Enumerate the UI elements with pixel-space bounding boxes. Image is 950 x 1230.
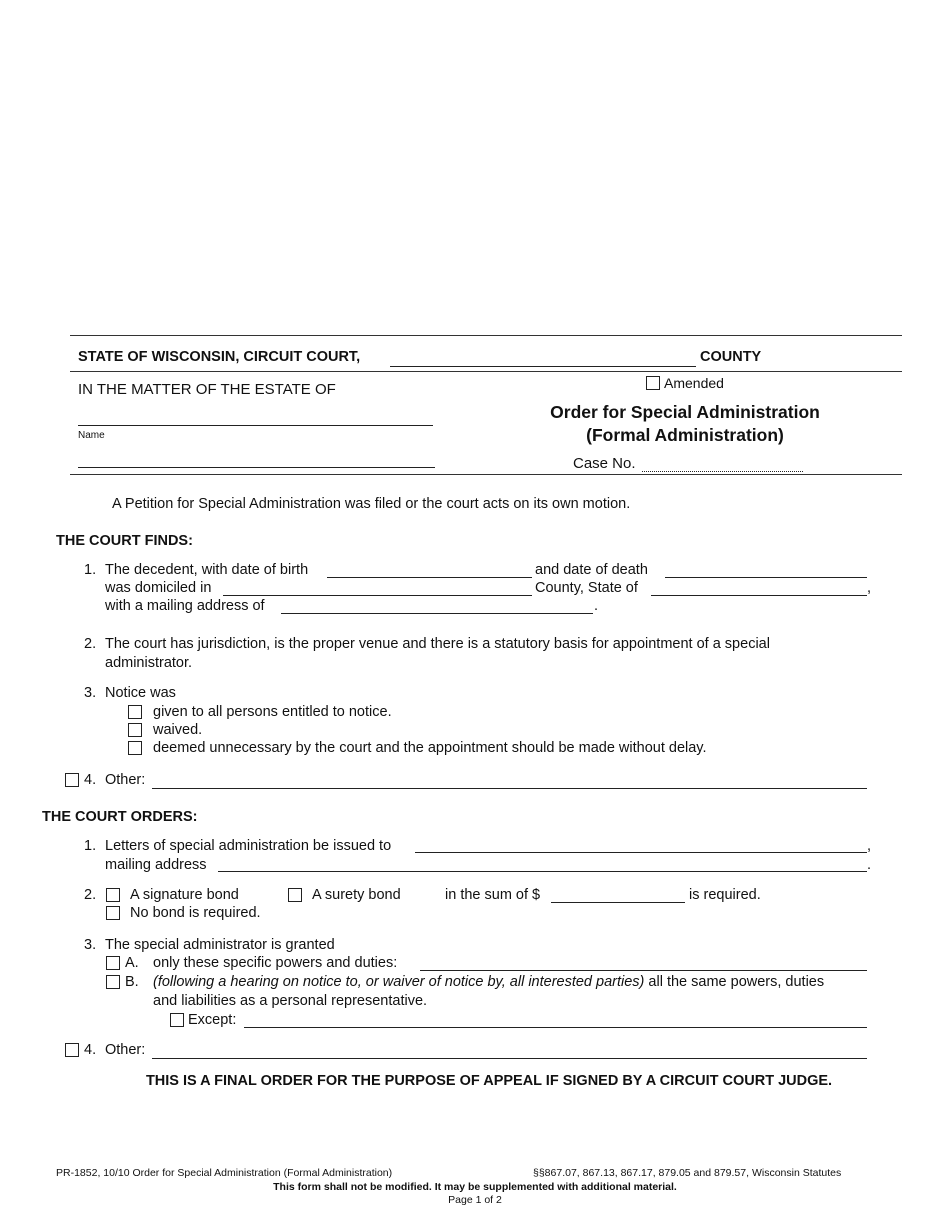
notice-waived-checkbox[interactable] <box>128 723 142 737</box>
domicile-state-field[interactable] <box>651 595 867 596</box>
administrator-name-field[interactable] <box>415 852 867 853</box>
letters-label: Letters of special administration be issued to <box>105 838 392 854</box>
domicile-county-field[interactable] <box>223 595 532 596</box>
specific-powers-checkbox[interactable] <box>106 956 120 970</box>
order-title-line1: Order for Special Administration <box>550 402 820 422</box>
jurisdiction-text-line1: The court has jurisdiction, is the proper venue and there is a statutory basis for appointment of a special <box>105 636 770 652</box>
finds-3-number: 3. <box>84 685 97 701</box>
surety-bond-checkbox[interactable] <box>288 888 302 902</box>
all-powers-rest: all the same powers, duties <box>644 974 825 990</box>
jurisdiction-text-line2: administrator. <box>105 655 193 671</box>
finds-other-field[interactable] <box>152 788 867 789</box>
no-bond-label: No bond is required. <box>130 905 261 921</box>
court-finds-heading: THE COURT FINDS: <box>56 533 193 549</box>
signature-bond-checkbox[interactable] <box>106 888 120 902</box>
amended-checkbox[interactable] <box>646 376 660 390</box>
mailing-period: . <box>594 598 599 614</box>
decedent-name-field[interactable] <box>78 425 433 426</box>
surety-bond-label: A surety bond <box>312 887 401 903</box>
notice-given-label: given to all persons entitled to notice. <box>153 704 392 720</box>
decedent-name-field-2[interactable] <box>78 467 435 468</box>
domiciled-label: was domiciled in <box>105 580 212 596</box>
footer-notice: This form shall not be modified. It may be supplemented with additional material. <box>273 1181 677 1193</box>
all-powers-italic: (following a hearing on notice to, or waiver of notice by, all interested parties) <box>153 974 645 990</box>
county-name-field[interactable] <box>390 366 696 367</box>
orders-3-number: 3. <box>84 937 97 953</box>
finds-other-label: Other: <box>105 772 146 788</box>
finds-1-number: 1. <box>84 562 97 578</box>
specific-powers-label: only these specific powers and duties: <box>153 955 398 971</box>
orders-other-checkbox[interactable] <box>65 1043 79 1057</box>
specific-powers-field[interactable] <box>420 970 867 971</box>
county-label: COUNTY <box>700 349 762 365</box>
orders-4-number: 4. <box>84 1042 97 1058</box>
finds-4-number: 4. <box>84 772 97 788</box>
notice-given-checkbox[interactable] <box>128 705 142 719</box>
order-title-line2: (Formal Administration) <box>586 425 784 445</box>
notice-waived-label: waived. <box>153 722 203 738</box>
state-comma: , <box>867 580 872 596</box>
bond-sum-label: in the sum of $ <box>445 887 541 903</box>
footer-statutes: §§867.07, 867.13, 867.17, 879.05 and 879.57, Wisconsin Statutes <box>533 1167 842 1179</box>
intro-text: A Petition for Special Administration was filed or the court acts on its own motion. <box>112 496 631 512</box>
decedent-mailing-address-field[interactable] <box>281 613 593 614</box>
orders-1-number: 1. <box>84 838 97 854</box>
all-powers-text <box>153 974 824 990</box>
granted-label: The special administrator is granted <box>105 937 335 953</box>
all-powers-text-line2: and liabilities as a personal representative. <box>153 993 428 1009</box>
footer-form-id: PR-1852, 10/10 Order for Special Administration (Formal Administration) <box>56 1167 393 1179</box>
notice-unnecessary-checkbox[interactable] <box>128 741 142 755</box>
bond-required-label: is required. <box>689 887 761 903</box>
amended-label: Amended <box>664 375 724 391</box>
notice-unnecessary-label: deemed unnecessary by the court and the appointment should be made without delay. <box>153 740 707 756</box>
orders-other-field[interactable] <box>152 1058 867 1059</box>
signature-bond-label: A signature bond <box>130 887 239 903</box>
administrator-comma: , <box>867 838 872 854</box>
case-no-field[interactable] <box>642 471 803 472</box>
decedent-mailing-label: with a mailing address of <box>105 598 265 614</box>
footer-page-number: Page 1 of 2 <box>448 1194 502 1206</box>
administrator-mailing-address-field[interactable] <box>218 871 867 872</box>
county-state-label: County, State of <box>535 580 638 596</box>
administrator-period: . <box>867 857 872 873</box>
all-powers-checkbox[interactable] <box>106 975 120 989</box>
header-mid-rule <box>70 371 902 372</box>
no-bond-checkbox[interactable] <box>106 906 120 920</box>
court-orders-heading: THE COURT ORDERS: <box>42 809 198 825</box>
header-bottom-rule <box>70 474 902 475</box>
date-of-death-field[interactable] <box>665 577 867 578</box>
finds-2-number: 2. <box>84 636 97 652</box>
notice-was-label: Notice was <box>105 685 176 701</box>
case-no-label: Case No. <box>573 455 636 472</box>
orders-other-label: Other: <box>105 1042 146 1058</box>
header-top-rule <box>70 335 902 336</box>
estate-label: IN THE MATTER OF THE ESTATE OF <box>78 381 336 398</box>
date-of-birth-field[interactable] <box>327 577 532 578</box>
except-checkbox[interactable] <box>170 1013 184 1027</box>
except-label: Except: <box>188 1012 237 1028</box>
except-field[interactable] <box>244 1027 867 1028</box>
orders-2-number: 2. <box>84 887 97 903</box>
death-label: and date of death <box>535 562 648 578</box>
option-b-letter: B. <box>125 974 139 990</box>
birth-label: The decedent, with date of birth <box>105 562 309 578</box>
name-caption: Name <box>78 430 105 441</box>
bond-amount-field[interactable] <box>551 902 685 903</box>
finds-other-checkbox[interactable] <box>65 773 79 787</box>
option-a-letter: A. <box>125 955 139 971</box>
administrator-mailing-label: mailing address <box>105 857 207 873</box>
final-order-notice: THIS IS A FINAL ORDER FOR THE PURPOSE OF APPEAL IF SIGNED BY A CIRCUIT COURT JUDGE. <box>145 1073 833 1089</box>
court-title: STATE OF WISCONSIN, CIRCUIT COURT, <box>78 349 361 365</box>
